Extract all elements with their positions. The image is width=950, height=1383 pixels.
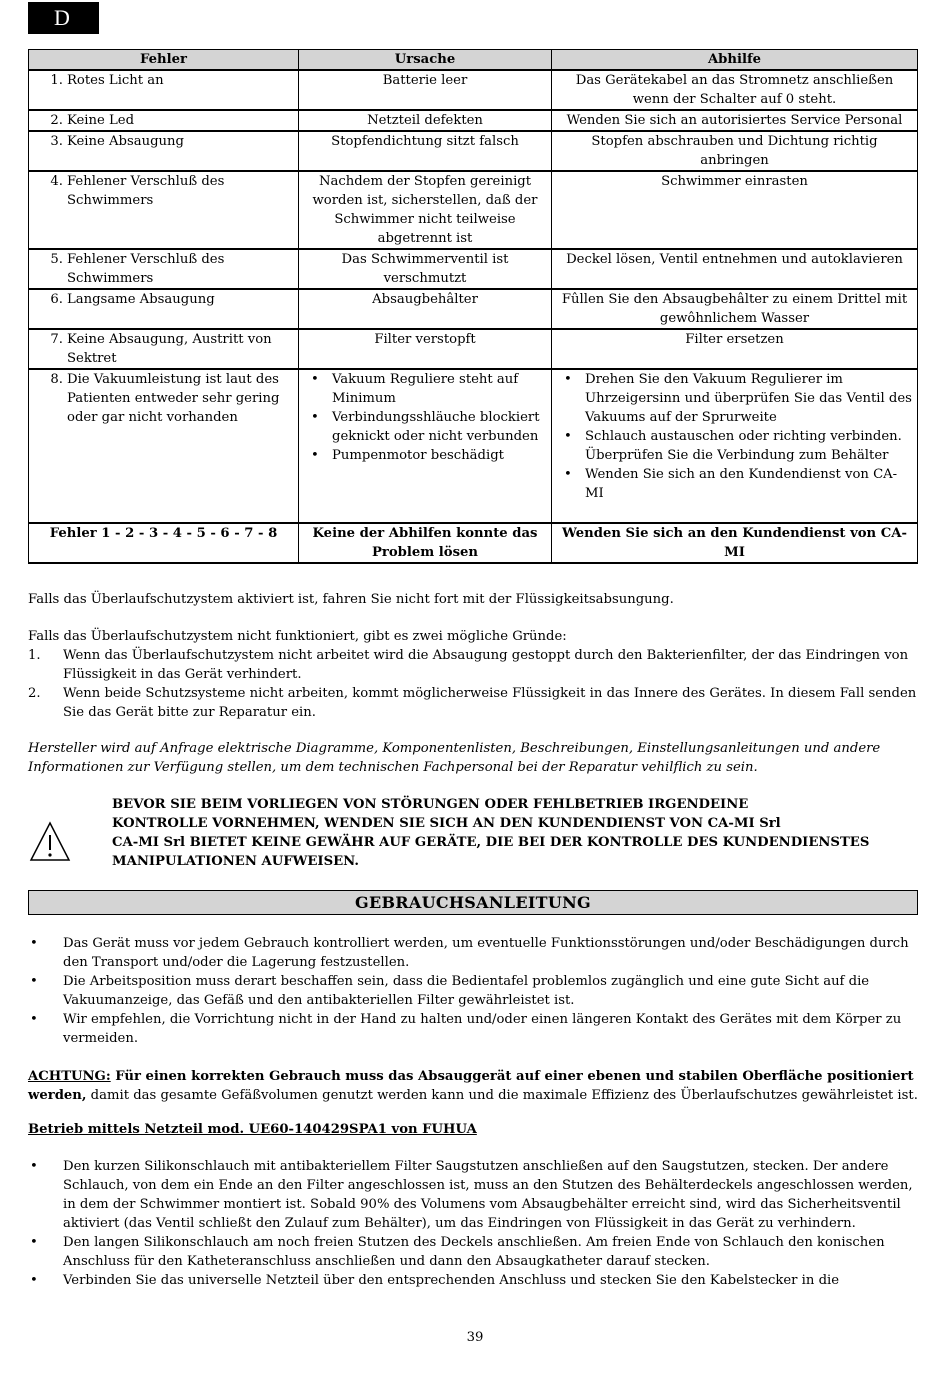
fix-cell: Schwimmer einrasten xyxy=(552,171,918,249)
bullet-icon: • xyxy=(30,974,38,989)
fix-cell: Stopfen abschrauben und Dichtung richtig anbringen xyxy=(552,131,918,171)
header-abhilfe: Abhilfe xyxy=(552,50,918,71)
attention-bold-text: Für einen korrekten Gebrauch muss das Absauggerät auf einer ebenen und stabilen Oberfläche positioniert werden, xyxy=(28,1069,914,1103)
page-number: 39 xyxy=(466,1330,484,1345)
table-row xyxy=(29,289,918,329)
row-number: 2. xyxy=(50,113,63,128)
troubleshooting-table xyxy=(28,49,918,564)
item-text: Verbinden Sie das universelle Netzteil über den entsprechenden Anschluss und stecken Sie den Kabelstecker in die xyxy=(63,1273,840,1288)
list-item xyxy=(28,684,920,722)
item-text: Wir empfehlen, die Vorrichtung nicht in der Hand zu halten und/oder einen längeren Kontakt des Gerätes mit dem Körper zu vermeiden. xyxy=(63,1012,902,1046)
cause-cell: Absaugbehâlter xyxy=(299,289,552,329)
item-text: Das Gerät muss vor jedem Gebrauch kontrolliert werden, um eventuelle Funktionsstörungen und/oder Beschädigungen durch den Transport und/oder die Lagerung festzustellen. xyxy=(63,936,909,970)
error-text: Langsame Absaugung xyxy=(67,292,215,307)
language-tab: D xyxy=(28,2,99,34)
list-item: • Verbindungsshläuche blockiert geknickt oder nicht verbunden xyxy=(303,408,547,446)
item-text: Wenn das Überlaufschutzystem nicht arbeitet wird die Absaugung gestoppt durch den Bakterienfilter, der das Eindringen von Flüssigkeit in das Gerät verhindert. xyxy=(63,648,909,682)
list-item: • Pumpenmotor beschädigt xyxy=(303,446,547,465)
item-text: Den kurzen Silikonschlauch mit antibakteriellem Filter Saugstutzen anschließen auf den Saugstutzen, stecken. Der andere Schlauch, von dem ein Ende an den Filter angeschlossen ist, muss an den Stutzen des Behälterdeckels angeschlossen werden, in dem der Schwimmer montiert ist. Sobald 90% des Volumens vom Absaugbehälter erreicht sind, wird das Sicherheitsventil aktiviert (das Ventil schließt den Zulauf zum Behälter), um das Eindringen von Flüssigkeit in das Gerät zu verhindern. xyxy=(63,1159,913,1231)
error-cell xyxy=(29,289,299,329)
warning-line: CA-MI Srl BIETET KEINE GEWÄHR AUF GERÄTE, DIE BEI DER KONTROLLE DES KUNDENDIENSTES xyxy=(112,835,870,850)
row-number: 5. xyxy=(50,252,63,267)
reasons-intro: Falls das Überlaufschutzystem nicht funktioniert, gibt es zwei mögliche Gründe: xyxy=(28,629,567,644)
header-fehler: Fehler xyxy=(29,50,299,71)
fix-cell xyxy=(552,369,918,523)
cause-cell xyxy=(299,369,552,523)
error-text: Rotes Licht an xyxy=(67,73,164,88)
error-text: Keine Led xyxy=(67,113,135,128)
error-cell xyxy=(29,329,299,369)
error-text: Keine Absaugung xyxy=(67,134,184,149)
fix-cell: Fûllen Sie den Absaugbehâlter zu einem Drittel mit gewôhnlichem Wasser xyxy=(552,289,918,329)
cause-list xyxy=(303,370,547,465)
warning-text xyxy=(112,795,892,871)
cause-cell: Batterie leer xyxy=(299,70,552,110)
row-number: 1. xyxy=(50,73,63,88)
item-number: 2. xyxy=(28,686,41,701)
error-cell xyxy=(29,131,299,171)
error-cell xyxy=(29,369,299,523)
netzteil-heading: Betrieb mittels Netzteil mod. UE60-140429SPA1 von FUHUA xyxy=(28,1122,477,1137)
item-text: Die Arbeitsposition muss derart beschaffen sein, dass die Bedientafel problemlos zugänglich und eine gute Sicht auf die Vakuumanzeige, das Gefäß und den antibakteriellen Filter gewährleistet ist. xyxy=(63,974,870,1008)
item-text: Den langen Silikonschlauch am noch freien Stutzen des Deckels anschließen. Am freien Ende von Schlauch den konischen Anschluss für den Katheteranschluss anschließen und dann den Absaugkatheter darauf stecken. xyxy=(63,1235,885,1269)
fix-cell: Deckel lösen, Ventil entnehmen und autoklavieren xyxy=(552,249,918,289)
cause-cell: Keine der Abhilfen konnte das Problem lösen xyxy=(299,523,552,563)
table-row xyxy=(29,329,918,369)
list-item xyxy=(28,1233,920,1271)
row-number: 7. xyxy=(50,332,63,347)
table-row xyxy=(29,110,918,131)
cause-cell: Netzteil defekten xyxy=(299,110,552,131)
table-row xyxy=(29,70,918,110)
error-cell xyxy=(29,70,299,110)
table-row xyxy=(29,131,918,171)
warning-icon xyxy=(28,820,72,864)
error-text: Die Vakuumleistung ist laut des Patienten entweder sehr gering oder gar nicht vorhanden xyxy=(67,372,280,425)
table-row-summary xyxy=(29,523,918,563)
list-item xyxy=(28,1157,920,1233)
netzteil-list xyxy=(28,1157,920,1290)
list-item: • Schlauch austauschen oder richting verbinden. Überprüfen Sie die Verbindung zum Behälter xyxy=(556,427,913,465)
attention-text: damit das gesamte Gefäßvolumen genutzt werden kann und die maximale Effizienz des Überlaufschutzes gewährleistet ist. xyxy=(86,1088,918,1103)
header-ursache: Ursache xyxy=(299,50,552,71)
table-row xyxy=(29,249,918,289)
list-item xyxy=(28,646,920,684)
cause-cell: Nachdem der Stopfen gereinigt worden ist, sicherstellen, daß der Schwimmer nicht teilweise abgetrennt ist xyxy=(299,171,552,249)
error-cell xyxy=(29,171,299,249)
item-text: Wenn beide Schutzsysteme nicht arbeiten, kommt möglicherweise Flüssigkeit in das Innere des Gerätes. In diesem Fall senden Sie das Gerät bitte zur Reparatur ein. xyxy=(63,686,917,720)
list-item: • Wenden Sie sich an den Kundendienst von CA-MI xyxy=(556,465,913,503)
row-number: 6. xyxy=(50,292,63,307)
list-item xyxy=(28,1271,920,1290)
table-row xyxy=(29,171,918,249)
attention-paragraph xyxy=(28,1067,920,1105)
reasons-list xyxy=(28,646,920,722)
cause-cell: Filter verstopft xyxy=(299,329,552,369)
fix-cell: Filter ersetzen xyxy=(552,329,918,369)
row-number: 8. xyxy=(50,372,63,387)
row-number: 4. xyxy=(50,174,63,189)
section-title: GEBRAUCHSANLEITUNG xyxy=(28,890,918,915)
bullet-icon: • xyxy=(30,1159,38,1174)
list-item xyxy=(28,1010,920,1048)
cause-cell: Stopfendichtung sitzt falsch xyxy=(299,131,552,171)
error-cell xyxy=(29,110,299,131)
list-item: • Drehen Sie den Vakuum Regulierer im Uhrzeigersinn und überprüfen Sie das Ventil des Vakuums auf der Sprurweite xyxy=(556,370,913,427)
fix-list xyxy=(556,370,913,503)
error-cell: Fehler 1 - 2 - 3 - 4 - 5 - 6 - 7 - 8 xyxy=(29,523,299,563)
table-header-row xyxy=(29,50,918,71)
warning-line: MANIPULATIONEN AUFWEISEN. xyxy=(112,854,359,869)
bullet-icon: • xyxy=(30,936,38,951)
warning-line: KONTROLLE VORNEHMEN, WENDEN SIE SICH AN DEN KUNDENDIENST VON CA-MI Srl xyxy=(112,816,781,831)
error-text: Fehlener Verschluß des Schwimmers xyxy=(67,174,225,208)
warning-line: BEVOR SIE BEIM VORLIEGEN VON STÖRUNGEN ODER FEHLBETRIEB IRGENDEINE xyxy=(112,797,749,812)
usage-list xyxy=(28,934,920,1048)
table-row xyxy=(29,369,918,523)
list-item xyxy=(28,934,920,972)
fix-cell: Wenden Sie sich an autorisiertes Service Personal xyxy=(552,110,918,131)
overflow-paragraph: Falls das Überlaufschutzystem aktiviert ist, fahren Sie nicht fort mit der Flüssigkeitsabsungung. xyxy=(28,592,674,607)
cause-cell: Das Schwimmerventil ist verschmutzt xyxy=(299,249,552,289)
list-item: • Vakuum Reguliere steht auf Minimum xyxy=(303,370,547,408)
bullet-icon: • xyxy=(30,1012,38,1027)
fix-cell: Wenden Sie sich an den Kundendienst von CA-MI xyxy=(552,523,918,563)
error-text: Fehlener Verschluß des Schwimmers xyxy=(67,252,225,286)
list-item xyxy=(28,972,920,1010)
error-text: Keine Absaugung, Austritt von Sektret xyxy=(67,332,272,366)
row-number: 3. xyxy=(50,134,63,149)
error-cell xyxy=(29,249,299,289)
bullet-icon: • xyxy=(30,1235,38,1250)
fix-cell: Das Gerätekabel an das Stromnetz anschließen wenn der Schalter auf 0 steht. xyxy=(552,70,918,110)
item-number: 1. xyxy=(28,648,41,663)
attention-label: ACHTUNG: xyxy=(28,1069,111,1084)
bullet-icon: • xyxy=(30,1273,38,1288)
manufacturer-note: Hersteller wird auf Anfrage elektrische Diagramme, Komponentenlisten, Beschreibungen, Einstellungsanleitungen und andere Informationen zur Verfügung stellen, um dem technischen Fachpersonal bei der Reparatur vehilflich zu sein. xyxy=(28,741,881,775)
